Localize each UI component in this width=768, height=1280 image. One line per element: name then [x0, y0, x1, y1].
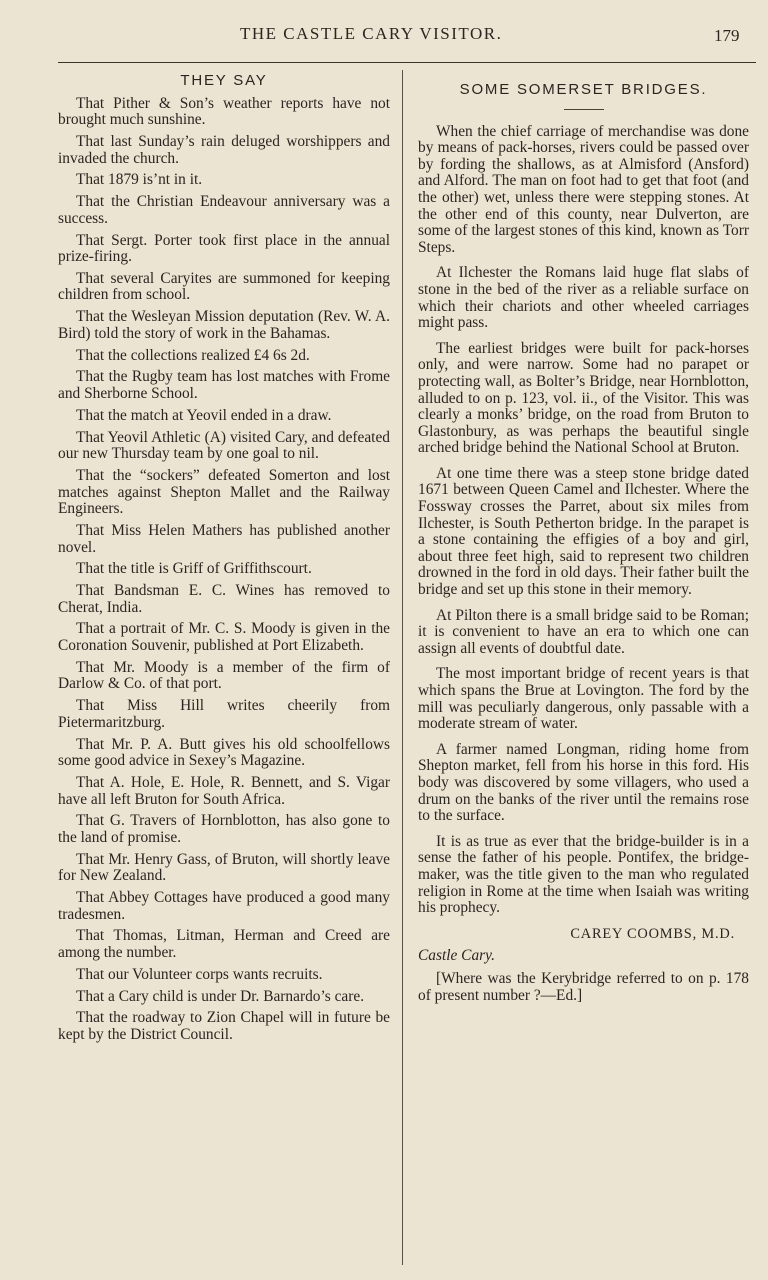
they-say-item: That the title is Griff of Griffithscourt. [76, 560, 312, 578]
they-say-item: That the “sockers” defeated Somerton and lost matches against Shepton Mallet and the Railway Engineers. [58, 466, 390, 518]
they-say-item: That Miss Helen Mathers has published another novel. [58, 521, 390, 556]
editor-note: [Where was the Kerybridge referred to on p. 178 of present number ?—Ed.] [418, 969, 749, 1004]
they-say-item: That the Wesleyan Mission deputation (Rev. W. A. Bird) told the story of work in the Bahamas. [58, 308, 390, 342]
they-say-item: That G. Travers of Hornblotton, has also gone to the land of promise. [58, 812, 390, 846]
page-number: 179 [714, 26, 740, 45]
they-say-item: That a Cary child is under Dr. Barnardo’s care. [76, 987, 365, 1005]
they-say-item: That several Caryites are summoned for keeping children from school. [58, 269, 390, 304]
they-say-item: That Mr. P. A. Butt gives his old schoolfellows some good advice in Sexey’s Magazine. [58, 735, 390, 770]
they-say-item: That Mr. Moody is a member of the firm of Darlow & Co. of that port. [58, 658, 390, 693]
they-say-item: That last Sunday’s rain deluged worshippers and invaded the church. [58, 132, 390, 167]
they-say-item: That a portrait of Mr. C. S. Moody is given in the Coronation Souvenir, published at Port Elizabeth. [58, 620, 390, 655]
they-say-item: That the Christian Endeavour anniversary was a success. [58, 193, 390, 227]
article-paragraph: The most important bridge of recent years is that which spans the Brue at Lovington. The ford by the mill was peculiarly dangerous, only passable with a moderate stream of water. [418, 665, 749, 733]
they-say-item: That Yeovil Athletic (A) visited Cary, and defeated our new Thursday team by one goal to nil. [58, 428, 390, 463]
they-say-list [58, 96, 390, 1044]
they-say-item: That the roadway to Zion Chapel will in future be kept by the District Council. [58, 1009, 390, 1043]
header-rule [58, 62, 756, 63]
they-say-item: That our Volunteer corps wants recruits. [76, 965, 323, 983]
they-say-item: That 1879 is’nt in it. [76, 171, 203, 189]
bridges-heading: SOME SOMERSET BRIDGES. [459, 81, 708, 98]
article-paragraph: At Pilton there is a small bridge said to be Roman; it is convenient to have an era to which one can assign all events of doubtful date. [418, 606, 749, 657]
article-paragraph: When the chief carriage of merchandise was done by means of pack-horses, rivers could be passed over by fording the shallows, as at Almisford (Ansford) and Alford. The man on foot had to get that foot (and the other) wet, unless there were stepping stones. At the other end of this county, near Dulverton, are some of the largest stones of this kind, known as Torr Steps. [418, 122, 749, 256]
they-say-item: That Sergt. Porter took first place in the annual prize-firing. [58, 231, 390, 266]
they-say-item: That Thomas, Litman, Herman and Creed are among the number. [58, 927, 390, 962]
they-say-item: That the match at Yeovil ended in a draw. [76, 406, 332, 424]
article-paragraph: It is as true as ever that the bridge-builder is in a sense the father of his people. Pontifex, the bridge-maker, was the title given to the man who regulated religion in Rome at the time when Isaiah was writing his prophecy. [418, 832, 749, 917]
article-paragraph: The earliest bridges were built for pack-horses only, and were narrow. Some had no parapet or protecting wall, as Bolter’s Bridge, near Hornblotton, alluded to on p. 123, vol. ii., of the Visitor. This was clearly a monks’ bridge, on the road from Bruton to Glastonbury, as was perhaps the beautiful single arched bridge behind the National School at Bruton. [418, 339, 749, 457]
article-paragraph: At one time there was a steep stone bridge dated 1671 between Queen Camel and Ilchester. Where the Fossway crosses the Parret, about six miles from Ilchester, is South Petherton bridge. In the parapet is a stone containing the effigies of a boy and girl, about three feet high, said to represent two children drowned in the ford in old days. Their father built the bridge and set up this stone in their memory. [418, 464, 749, 599]
page-header [0, 24, 768, 54]
running-head: THE CASTLE CARY VISITOR. [240, 24, 503, 43]
they-say-item: That Bandsman E. C. Wines has removed to Cherat, India. [58, 582, 390, 616]
they-say-heading: THEY SAY [180, 72, 268, 89]
they-say-item: That the collections realized £4 6s 2d. [76, 346, 310, 364]
article-paragraph: A farmer named Longman, riding home from Shepton market, fell from his horse in this ford. His body was discovered by some villagers, who used a drum on the banks of the river until the remains rose to the surface. [418, 740, 749, 825]
right-column [418, 70, 749, 1013]
left-column [58, 70, 390, 1049]
author-name: CAREY COOMBS, M.D. [570, 925, 735, 942]
they-say-item: That Pither & Son’s weather reports have not brought much sunshine. [58, 94, 390, 129]
bridges-article [418, 124, 749, 917]
they-say-item: That Mr. Henry Gass, of Bruton, will shortly leave for New Zealand. [58, 850, 390, 885]
author-place: Castle Cary. [418, 947, 495, 965]
they-say-item: That A. Hole, E. Hole, R. Bennett, and S. Vigar have all left Bruton for South Africa. [58, 773, 390, 808]
they-say-item: That Miss Hill writes cheerily from Pietermaritzburg. [58, 697, 390, 731]
they-say-item: That the Rugby team has lost matches with Frome and Sherborne School. [58, 368, 390, 402]
column-divider [402, 70, 403, 1265]
heading-rule [564, 109, 604, 110]
article-paragraph: At Ilchester the Romans laid huge flat slabs of stone in the bed of the river as a reliable surface on which their chariots and other wheeled carriages might pass. [418, 264, 749, 332]
they-say-item: That Abbey Cottages have produced a good many tradesmen. [58, 889, 390, 923]
